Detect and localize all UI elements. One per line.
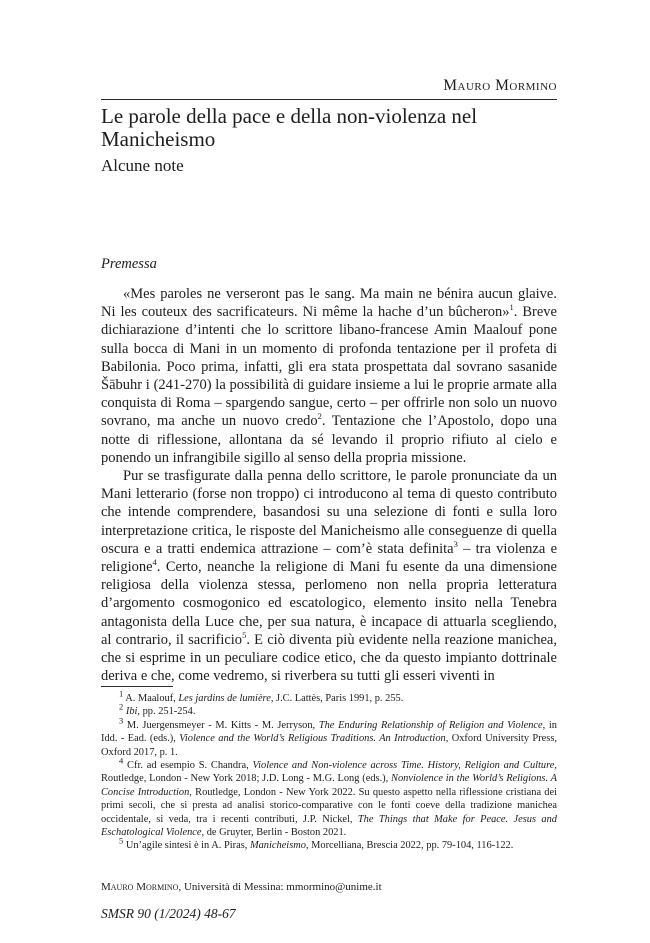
article-subtitle: Alcune note [101, 156, 184, 175]
footnote-ref[interactable]: 4 [152, 557, 157, 568]
footnote-ref[interactable]: 5 [242, 630, 247, 641]
running-header-author: Mauro Mormino [443, 77, 557, 94]
section-heading: Premessa [101, 256, 157, 272]
footnote: $^2$ Ibi, pp. 251-254. [119, 701, 196, 718]
article-title: Le parole della pace e della non-violenza nel Manicheismo [101, 104, 478, 151]
footnote: $^5$ Un’agile sintesi è in A. Piras, Manicheismo, Morcelliana, Brescia 2022, pp. 79-104, 116-122. [119, 836, 514, 852]
footnote: $^1$ A. Maalouf, Les jardins de lumière, J.C. Lattès, Paris 1991, p. 255. [119, 688, 404, 704]
footnote-ref[interactable]: 3 [453, 539, 458, 550]
footnote: $^3$ M. Juergensmeyer - M. Kitts - M. Jerryson, The Enduring Relationship of Religion and Violence, in Idd. - Ead. (eds.), Violence and the World’s Religious Traditions. An Introduction, Oxford University Press, Oxford 2017, p. 1. [101, 715, 558, 758]
footnote-separator [101, 686, 173, 687]
header-rule [101, 99, 557, 100]
journal-citation: SMSR 90 (1/2024) 48-67 [101, 906, 236, 921]
footnote: $^4$ Cfr. ad esempio S. Chandra, Violence and Non-violence across Time. History, Religion and Culture, Routledge, London - New York 2018; J.D. Long - M.G. Long (eds.), Nonviolence in the World’s Religions. A Concise Introduction, Routledge, London - New York 2022. Su questo aspetto nella riflessione cristiana dei primi secoli, che si presta ad analisi storico-comparative con le fonti coeve della tradizione manichea occidentale, si veda, tra i recenti contributi, J.P. Nickel, The Things that Make for Peace. Jesus and Eschatological Violence, de Gruyter, Berlin - Boston 2021. [101, 755, 558, 839]
footnotes [101, 688, 558, 853]
footnote-ref[interactable]: 1 [509, 302, 514, 313]
paragraph: Pur se trasfigurate dalla penna dello scrittore, le parole pronunciate da un Mani letterario (forse non troppo) ci introducono al tema di questo contributo che intende comprendere, basandosi su una selezione di fonti e sulla loro interpretazione critica, le risposte del Manicheismo alle conseguenze di quella oscura e a tratti endemica attrazione – com’è stata definita$^3$ – tra violenza e religione$^4$. Certo, neanche la religione di Mani fu esente da una dimensione religiosa della violenza stessa, perlomeno non nella propria letteratura d’argomento cosmogonico ed escatologico, elemento insito nella Tenebra antagonista della Luce che, per sua natura, è incapace di attuarla scegliendo, al contrario, il sacrificio$^5$. E ciò diventa più evidente nella reazione manichea, che si esprime in un peculiare codice etico, che da questo impianto dottrinale deriva e che, come vedremo, si riverbera su tutti gli esseri viventi in [101, 468, 558, 685]
footnote-ref[interactable]: 2 [317, 411, 322, 422]
body-text [101, 285, 557, 685]
paragraph: «Mes paroles ne verseront pas le sang. Ma main ne bénira aucun glaive. Ni les couteux des sacrificateurs. Ni même la hache d’un bûcheron»$^1$. Breve dichiarazione d’intenti che lo scrittore libano-francese Amin Maalouf pone sulla bocca di Mani in un momento di profonda tentazione per il profeta di Babilonia. Poco prima, infatti, gli era stata prospettata dal sovrano sasanide Šābuhr i (241-270) la possibilità di guidare insieme a lui le proprie armate alla conquista di Roma – spargendo sangue, certo – per offrirle non solo un nuovo sovrano, ma anche un nuovo credo$^2$. Tentazione che l’Apostolo, dopo una notte di riflessione, allontana da sé levando il proprio rifiuto al cielo e ponendo un infrangibile sigillo al senso della propria missione. [101, 286, 557, 466]
author-affiliation: Mauro Mormino, Università di Messina: mmormino@unime.it [101, 881, 382, 893]
